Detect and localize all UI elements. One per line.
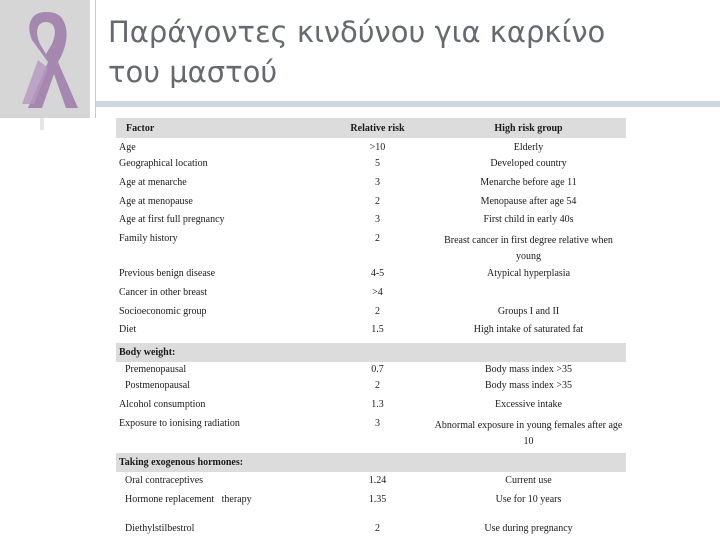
factor-cell: Geographical location <box>119 158 208 169</box>
group-cell: Body mass index >35 <box>484 380 573 391</box>
factor-cell: Age at menarche <box>119 177 187 188</box>
factor-cell: Premenopausal <box>125 364 187 375</box>
table-row <box>116 418 626 453</box>
factor-cell: Diethylstilbestrol <box>125 523 195 534</box>
table-row <box>116 287 626 306</box>
risk-cell: 2 <box>375 380 380 391</box>
table-row <box>116 214 626 233</box>
factor-cell: Diet <box>119 324 137 335</box>
logo-panel <box>0 0 90 118</box>
group-cell <box>431 343 626 362</box>
slide-title <box>108 12 708 92</box>
awareness-ribbon-icon <box>8 4 84 112</box>
risk-cell: 0.7 <box>371 364 384 375</box>
group-cell <box>431 287 626 306</box>
factor-cell: Age at menopause <box>119 196 193 207</box>
header-relative-risk: Relative risk <box>324 118 431 138</box>
group-cell: Atypical hyperplasia <box>486 268 571 279</box>
section-label: Taking exogenous hormones: <box>116 453 324 472</box>
factor-cell: Age <box>119 142 136 153</box>
risk-cell: 2 <box>375 306 380 317</box>
group-cell: Body mass index >35 <box>484 364 573 375</box>
table-row <box>116 491 626 519</box>
factor-cell: Alcohol consumption <box>119 399 206 410</box>
group-cell: Developed country <box>490 158 567 169</box>
group-cell: Elderly <box>513 142 544 153</box>
table-row <box>116 380 626 399</box>
group-cell: Abnormal exposure in young females after age 10 <box>434 420 623 447</box>
table-row <box>116 233 626 268</box>
group-cell: Excessive intake <box>495 399 562 410</box>
table-row <box>116 324 626 343</box>
group-cell: Menopause after age 54 <box>480 196 577 207</box>
factor-cell: Oral contraceptives <box>125 475 204 486</box>
table-row <box>116 177 626 196</box>
risk-cell: 5 <box>375 158 380 169</box>
risk-cell: 1.24 <box>368 475 387 486</box>
group-cell: High intake of saturated fat <box>473 324 584 335</box>
factor-cell: Cancer in other breast <box>119 287 208 298</box>
table-row <box>116 306 626 324</box>
risk-cell: >4 <box>372 287 383 298</box>
title-underline <box>96 101 720 107</box>
table-row <box>116 472 626 491</box>
group-cell <box>431 453 626 472</box>
factor-cell: Exposure to ionising radiation <box>119 418 240 429</box>
risk-cell: 3 <box>375 418 380 429</box>
group-cell: Use for 10 years <box>495 494 562 505</box>
risk-cell: 2 <box>375 196 380 207</box>
factor-cell: Postmenopausal <box>125 380 190 391</box>
table-row <box>116 399 626 418</box>
risk-cell: >10 <box>369 142 386 153</box>
factor-cell: Age at first full pregnancy <box>119 214 225 225</box>
table-header-row <box>116 118 626 138</box>
group-cell: Use during pregnancy <box>484 523 573 534</box>
table-row <box>116 519 626 539</box>
factor-cell: Socioeconomic group <box>119 306 207 317</box>
group-cell: Current use <box>505 475 552 486</box>
title-line-2: του μαστού <box>108 55 278 89</box>
factor-cell: Family history <box>119 233 178 244</box>
risk-cell: 1.3 <box>371 399 384 410</box>
section-row <box>116 343 626 362</box>
accent-mark <box>40 118 44 130</box>
risk-cell: 3 <box>375 214 380 225</box>
risk-cell: 4-5 <box>370 268 385 279</box>
risk-factor-table <box>116 118 626 539</box>
section-row <box>116 453 626 472</box>
header-factor: Factor <box>116 118 324 138</box>
table-row <box>116 362 626 380</box>
risk-cell <box>324 453 431 472</box>
table-row <box>116 268 626 287</box>
risk-cell: 2 <box>375 233 380 244</box>
group-cell: Breast cancer in first degree relative when young <box>444 235 613 262</box>
factor-cell: Previous benign disease <box>119 268 216 279</box>
risk-cell: 2 <box>375 523 380 534</box>
header-high-risk-group: High risk group <box>431 118 626 138</box>
table-row <box>116 196 626 214</box>
table-row <box>116 138 626 158</box>
risk-cell <box>324 343 431 362</box>
group-cell: Menarche before age 11 <box>480 177 577 188</box>
section-label: Body weight: <box>116 343 324 362</box>
table-row <box>116 158 626 177</box>
group-cell: Groups I and II <box>497 306 560 317</box>
factor-cell: Hormone replacement therapy <box>125 494 252 505</box>
risk-cell: 1.5 <box>371 324 384 335</box>
group-cell: First child in early 40s <box>483 214 574 225</box>
title-line-1: Παράγοντες κινδύνου για καρκίνο <box>108 15 606 49</box>
risk-cell: 3 <box>375 177 380 188</box>
risk-cell: 1.35 <box>368 494 387 505</box>
